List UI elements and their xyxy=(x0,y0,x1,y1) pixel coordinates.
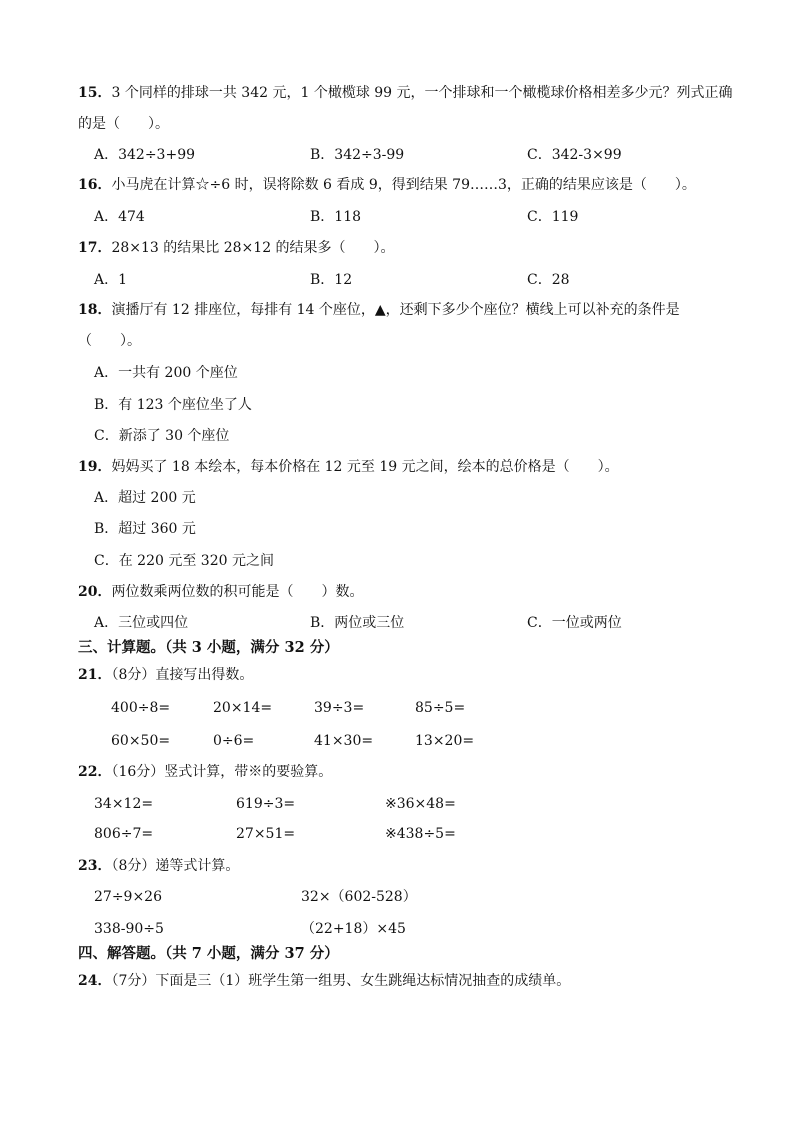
question-16-line xyxy=(78,176,696,194)
option-a[interactable]: A．一共有 200 个座位 xyxy=(94,365,238,381)
option-b[interactable]: B．有 123 个座位坐了人 xyxy=(94,397,252,413)
calc-item: 13×20= xyxy=(415,733,475,749)
option-b[interactable]: B．12 xyxy=(310,272,353,288)
question-number: 21． xyxy=(78,667,112,683)
question-text: （8分）递等式计算。 xyxy=(111,858,240,874)
question-number: 15． xyxy=(78,85,112,101)
option-b[interactable]: B．342÷3-99 xyxy=(310,147,405,163)
option-a[interactable]: A．1 xyxy=(94,272,128,288)
question-text: （16分）竖式计算，带※的要验算。 xyxy=(111,764,333,780)
question-text: （7分）下面是三（1）班学生第一组男、女生跳绳达标情况抽查的成绩单。 xyxy=(111,973,571,989)
question-number: 16． xyxy=(78,177,112,193)
question-21-line xyxy=(78,666,253,684)
calc-item: 39÷3= xyxy=(314,700,365,716)
question-number: 24． xyxy=(78,973,112,989)
question-text: 两位数乘两位数的积可能是（ ）数。 xyxy=(111,584,364,600)
question-number: 17． xyxy=(78,240,112,256)
question-text: 妈妈买了 18 本绘本，每本价格在 12 元至 19 元之间，绘本的总价格是（ ）。 xyxy=(111,459,619,475)
question-15-line-1 xyxy=(78,84,733,102)
question-20-line xyxy=(78,583,363,601)
option-b[interactable]: B．118 xyxy=(310,209,362,225)
question-number: 23． xyxy=(78,858,112,874)
question-text: 28×13 的结果比 28×12 的结果多（ ）。 xyxy=(111,240,395,256)
option-c[interactable]: C．119 xyxy=(527,209,579,225)
calc-item: 34×12= xyxy=(94,796,154,812)
calc-item: 27÷9×26 xyxy=(94,889,162,905)
option-a[interactable]: A．474 xyxy=(94,209,145,225)
question-17-line xyxy=(78,239,395,257)
question-22-line xyxy=(78,763,332,781)
question-number: 22． xyxy=(78,764,112,780)
question-23-line xyxy=(78,857,239,875)
question-number: 19． xyxy=(78,459,112,475)
calc-item: ※36×48= xyxy=(385,796,456,812)
section-3-title: 三、计算题。（共 3 小题，满分 32 分） xyxy=(78,639,339,656)
question-text: 演播厅有 12 排座位，每排有 14 个座位，▲，还剩下多少个座位？横线上可以补充的条件是 xyxy=(111,302,680,318)
calc-item: 27×51= xyxy=(236,826,296,842)
calc-item: 0÷6= xyxy=(213,733,255,749)
option-a[interactable]: A．三位或四位 xyxy=(94,615,189,631)
option-a[interactable]: A．342÷3+99 xyxy=(94,147,196,163)
calc-item: （22+18）×45 xyxy=(301,921,406,937)
question-text: 小马虎在计算☆÷6 时，误将除数 6 看成 9，得到结果 79……3，正确的结果应该是（ ）。 xyxy=(111,177,696,193)
option-b[interactable]: B．两位或三位 xyxy=(310,615,405,631)
calc-item: 338-90÷5 xyxy=(94,921,164,937)
calc-item: 20×14= xyxy=(213,700,273,716)
calc-item: ※438÷5= xyxy=(385,826,456,842)
question-18-line-1 xyxy=(78,301,680,319)
calc-item: 619÷3= xyxy=(236,796,296,812)
option-c[interactable]: C．28 xyxy=(527,272,570,288)
question-24-line xyxy=(78,972,570,990)
question-text: 3 个同样的排球一共 342 元，1 个橄榄球 99 元，一个排球和一个橄榄球价格相差多少元？列式正确 xyxy=(111,85,733,101)
question-18-line-2: （ ）。 xyxy=(78,333,141,349)
section-4-title: 四、解答题。（共 7 小题，满分 37 分） xyxy=(78,945,339,962)
calc-item: 400÷8= xyxy=(111,700,171,716)
question-number: 20． xyxy=(78,584,112,600)
option-a[interactable]: A．超过 200 元 xyxy=(94,490,196,506)
question-15-line-2: 的是（ ）。 xyxy=(78,116,169,132)
option-c[interactable]: C．新添了 30 个座位 xyxy=(94,428,230,444)
calc-item: 806÷7= xyxy=(94,826,154,842)
question-number: 18． xyxy=(78,302,112,318)
option-b[interactable]: B．超过 360 元 xyxy=(94,521,196,537)
option-c[interactable]: C．一位或两位 xyxy=(527,615,622,631)
question-text: （8分）直接写出得数。 xyxy=(111,667,254,683)
calc-item: 60×50= xyxy=(111,733,171,749)
option-c[interactable]: C．在 220 元至 320 元之间 xyxy=(94,553,274,569)
calc-item: 32×（602-528） xyxy=(301,889,417,905)
calc-item: 41×30= xyxy=(314,733,374,749)
question-19-line xyxy=(78,458,619,476)
option-c[interactable]: C．342-3×99 xyxy=(527,147,622,163)
calc-item: 85÷5= xyxy=(415,700,466,716)
